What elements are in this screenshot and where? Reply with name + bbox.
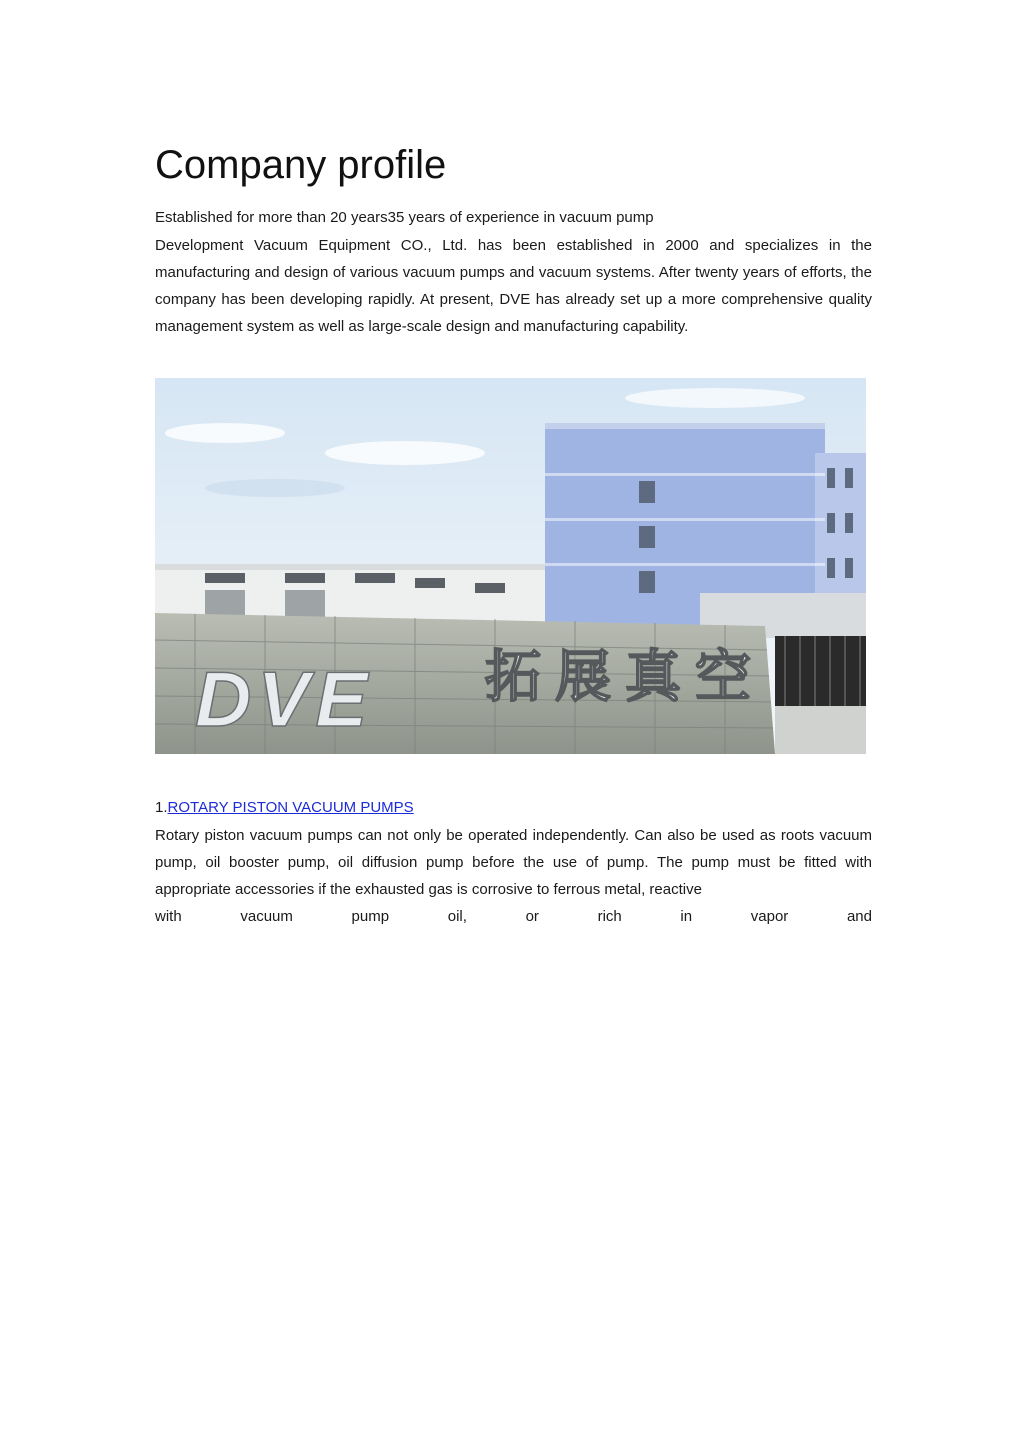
page-title: Company profile xyxy=(155,143,447,187)
section-number: 1. xyxy=(155,799,168,816)
dve-logo-text: DVE xyxy=(195,655,374,743)
section-body xyxy=(155,822,872,930)
rotary-piston-pumps-link[interactable]: ROTARY PISTON VACUUM PUMPS xyxy=(167,799,414,816)
subtitle: Established for more than 20 years35 years of experience in vacuum pump xyxy=(155,209,654,226)
section-heading xyxy=(155,797,414,819)
intro-paragraph: Development Vacuum Equipment CO., Ltd. has been established in 2000 and specializes in the manufacturing and design of various vacuum pumps and vacuum systems. After twenty years of efforts, the company has been developing rapidly. At present, DVE has already set up a more comprehensive quality management system as well as large-scale design and manufacturing capability. xyxy=(155,237,872,335)
section-body-text: Rotary piston vacuum pumps can not only be operated independently. Can also be used as roots vacuum pump, oil booster pump, oil diffusion pump before the use of pump. The pump must be fitted with appropriate accessories if the exhausted gas is corrosive to ferrous metal, reactive xyxy=(155,827,872,898)
company-building-photo xyxy=(155,378,866,754)
section-body-last-line: with vacuum pump oil, or rich in vapor and xyxy=(155,908,872,925)
company-sign-text: 拓展真空 xyxy=(485,645,765,710)
